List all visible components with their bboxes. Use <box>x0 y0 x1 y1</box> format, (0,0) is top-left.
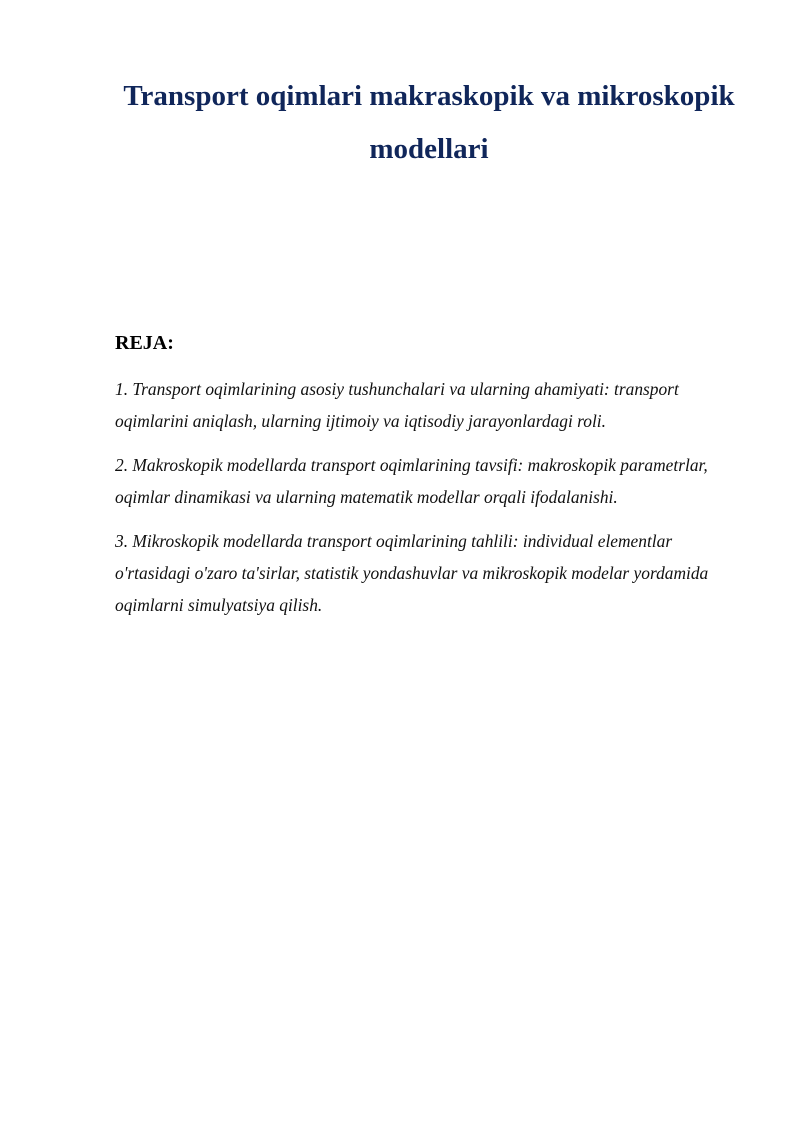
plan-item-3: 3. Mikroskopik modellarda transport oqimlarining tahlili: individual elementlar o'rtasidagi o'zaro ta'sirlar, statistik yondashuvlar va mikroskopik modelar yordamida oqimlarni simulyatsiya qilish. <box>115 531 709 615</box>
plan-list <box>115 373 735 633</box>
plan-heading: REJA: <box>115 332 174 354</box>
document-title: Transport oqimlari makraskopik va mikroskopik modellari <box>123 80 735 165</box>
plan-item-1: 1. Transport oqimlarining asosiy tushunchalari va ularning ahamiyati: transport oqimlarini aniqlash, ularning ijtimoiy va iqtisodiy jarayonlardagi roli. <box>115 379 679 431</box>
plan-item-2: 2. Makroskopik modellarda transport oqimlarining tavsifi: makroskopik parametrlar, oqimlar dinamikasi va ularning matematik modellar orqali ifodalanishi. <box>115 455 708 507</box>
